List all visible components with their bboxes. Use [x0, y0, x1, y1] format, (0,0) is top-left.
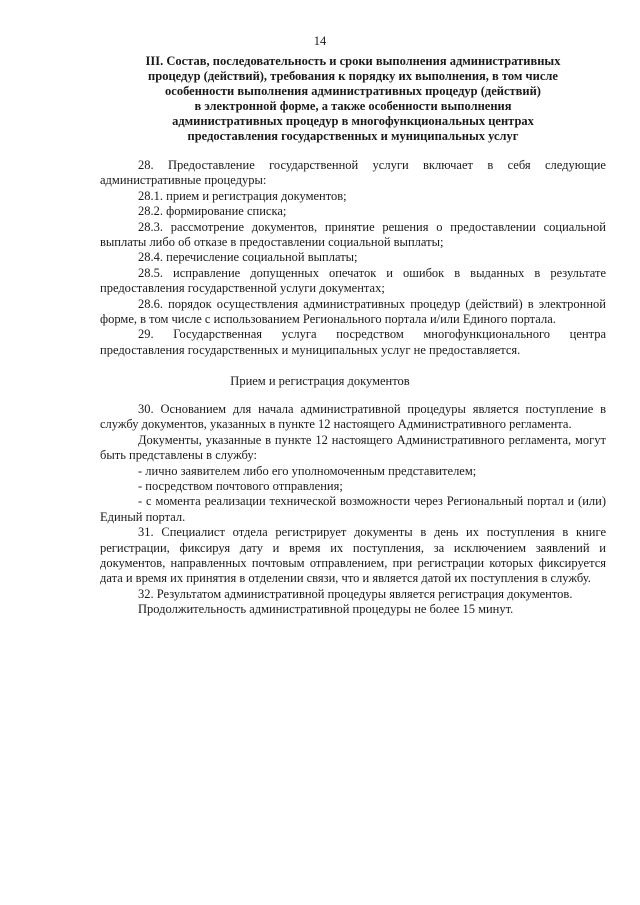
dash-item-post: - посредством почтового отправления; — [138, 479, 343, 494]
section-heading-line: III. Состав, последовательность и сроки выполнения административных — [145, 54, 561, 68]
dash-item-portal: - с момента реализации технической возможности через Региональный портал и (или) Единый портал. — [100, 494, 606, 524]
list-item-28-2: 28.2. формирование списка; — [138, 204, 287, 219]
paragraph-31: 31. Специалист отдела регистрирует документы в день их поступления в книге регистрации, фиксируя дату и время их поступления, за исключением заявлений и документов, направленных почтовым отправлением, при регистрации которых фиксируется дата и время их принятия в отделении связи, что и является датой их поступления в службу. — [100, 525, 606, 586]
section-heading-line: в электронной форме, а также особенности выполнения — [194, 99, 512, 113]
section-heading-line: процедур (действий), требования к порядку их выполнения, в том числе — [148, 69, 558, 83]
paragraph-32-duration: Продолжительность административной процедуры не более 15 минут. — [138, 602, 514, 617]
dash-item-in-person: - лично заявителем либо его уполномоченным представителем; — [138, 463, 477, 478]
paragraph-30: 30. Основанием для начала административной процедуры является поступление в службу документов, указанных в пункте 12 настоящего Административного регламента. — [100, 402, 606, 432]
list-item-28-5: 28.5. исправление допущенных опечаток и ошибок в выданных в результате предоставления государственной услуги документах; — [100, 265, 606, 296]
list-item-28-1: 28.1. прием и регистрация документов; — [138, 188, 347, 203]
paragraph-30-documents: Документы, указанные в пункте 12 настоящего Административного регламента, могут быть представлены в службу: — [100, 432, 606, 463]
section-heading — [100, 54, 606, 144]
page-number: 14 — [313, 34, 327, 48]
paragraph-32: 32. Результатом административной процедуры является регистрация документов. — [138, 586, 573, 601]
paragraph-29: 29. Государственная услуга посредством многофункционального центра предоставления государственных и муниципальных услуг не предоставляется. — [100, 327, 606, 357]
section-heading-line: административных процедур в многофункциональных центрах — [172, 114, 534, 128]
list-item-28-6: 28.6. порядок осуществления административных процедур (действий) в электронной форме, в том числе с использованием Регионального портала и/или Единого портала. — [100, 296, 606, 327]
list-item-28-4: 28.4. перечисление социальной выплаты; — [138, 250, 358, 265]
section-heading-line: особенности выполнения административных процедур (действий) — [165, 84, 541, 98]
procedures-list-block — [100, 158, 606, 358]
paragraph-28: 28. Предоставление государственной услуги включает в себя следующие административные процедуры: — [100, 158, 606, 188]
reception-block — [100, 402, 606, 618]
subheading: Прием и регистрация документов — [230, 374, 410, 388]
list-item-28-3: 28.3. рассмотрение документов, принятие решения о предоставлении социальной выплаты либо об отказе в предоставлении социальной выплаты; — [100, 219, 606, 250]
section-heading-line: предоставления государственных и муниципальных услуг — [187, 129, 519, 143]
